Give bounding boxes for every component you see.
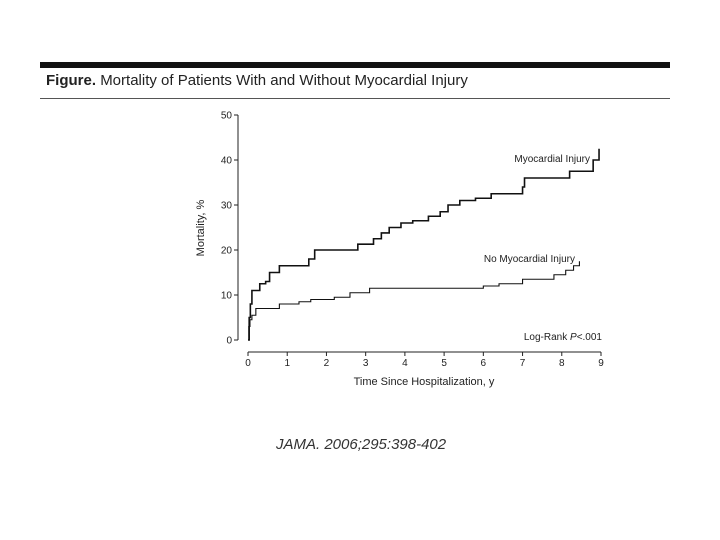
x-tick-label: 1 (284, 358, 291, 369)
log-rank-prefix: Log-Rank (523, 332, 571, 343)
y-tick-label: 0 (226, 335, 232, 347)
x-tick-label: 0 (245, 358, 251, 369)
log-rank-p: P (570, 332, 577, 343)
x-tick-label: 2 (323, 358, 330, 369)
log-rank-suffix: <.001 (576, 332, 602, 343)
y-tick-label: 30 (220, 200, 232, 212)
x-axis-label: Time Since Hospitalization, y (353, 376, 495, 388)
figure-label: Figure. (46, 72, 97, 89)
y-tick-label: 50 (220, 110, 232, 122)
y-tick-label: 20 (220, 245, 232, 257)
series-label-no-myocardial-injury: No Myocardial Injury (483, 254, 575, 265)
figure-title-text: Mortality of Patients With and Without Myocardial Injury (100, 72, 468, 89)
series-layer (248, 149, 599, 340)
log-rank-annotation (524, 332, 603, 343)
x-tick-label: 3 (362, 358, 369, 369)
series-label-myocardial-injury: Myocardial Injury (514, 154, 590, 165)
citation: JAMA. 2006;295:398-402 (276, 436, 447, 453)
x-tick-label: 4 (402, 358, 408, 369)
axes (221, 111, 604, 370)
x-tick-label: 8 (558, 358, 565, 369)
y-tick-label: 10 (220, 290, 232, 302)
x-tick-label: 7 (519, 358, 526, 369)
x-tick-label: 9 (598, 358, 604, 369)
x-tick-label: 5 (441, 358, 447, 369)
y-axis-label: Mortality, % (195, 199, 207, 257)
y-tick-label: 40 (220, 155, 232, 167)
series-line-no-myocardial-injury (248, 261, 579, 340)
series-line-myocardial-injury (248, 149, 599, 340)
x-tick-label: 6 (480, 358, 487, 369)
